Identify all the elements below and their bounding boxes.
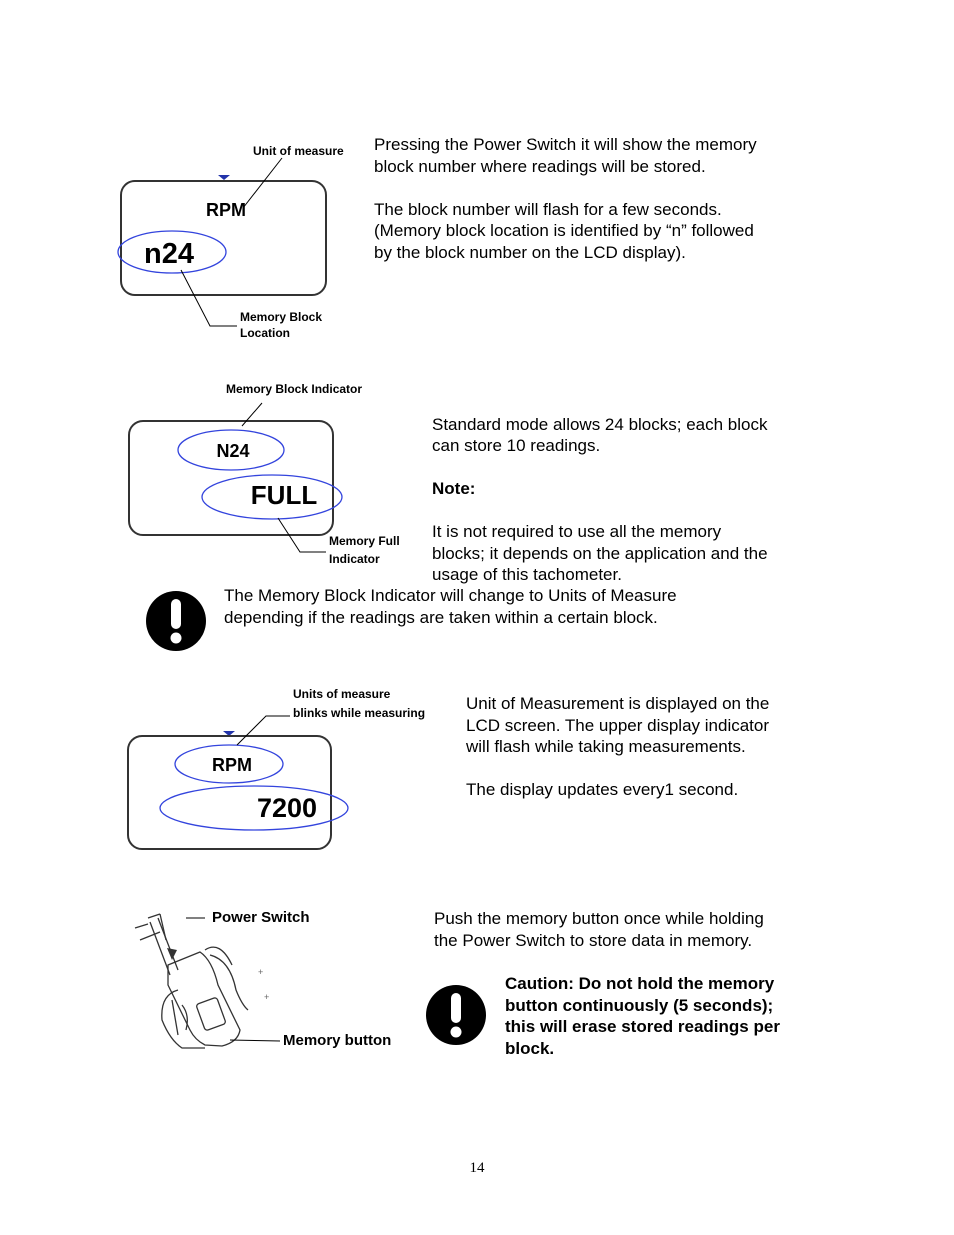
callout-memory-full-indicator: Memory Full Indicator: [329, 534, 400, 566]
lcd-full-indicator: FULL: [250, 480, 318, 510]
svg-text:+: +: [258, 967, 264, 977]
callout-memory-button: Memory button: [283, 1032, 392, 1049]
section3-notice: The Memory Block Indicator will change to Units of Measure depending if the readings are taken within a certain block.: [224, 586, 677, 627]
callout-power-switch: Power Switch: [212, 909, 310, 926]
section5-description: Push the memory button once while holding the Power Switch to store data in memory.: [434, 909, 764, 950]
section2-text-1: Standard mode allows 24 blocks; each block can store 10 readings.: [432, 414, 768, 455]
section1-description: Pressing the Power Switch it will show the memory block number where readings will be stored. The block number will flash for a few seconds. (Memory block location is identified by “n” followed by the block number on the LCD display).: [374, 135, 757, 262]
callout-unit-of-measure: Unit of measure: [253, 144, 344, 158]
section4-description: Unit of Measurement is displayed on the LCD screen. The upper display indicator will flash while taking measurements. The display updates every1 second.: [466, 694, 770, 799]
lcd-block-indicator: N24: [216, 441, 250, 461]
callout-memory-block-location: Memory Block Location: [240, 310, 323, 340]
lcd-unit-text: RPM: [212, 755, 252, 775]
callout-units-blink: Units of measure blinks while measuring: [293, 687, 426, 720]
svg-text:+: +: [264, 992, 270, 1002]
page-number: 14: [469, 1160, 485, 1176]
exclamation-icon: [145, 590, 207, 652]
exclamation-icon: [425, 984, 487, 1046]
section2-description: [432, 392, 832, 586]
callout-memory-block-indicator: Memory Block Indicator: [226, 382, 363, 396]
caution-text: Caution: Do not hold the memory button continuously (5 seconds); this will erase stored readings per block.: [505, 974, 780, 1058]
note-label: Note:: [432, 479, 476, 498]
lcd-unit-text: RPM: [206, 200, 246, 220]
section2-text-2: It is not required to use all the memory blocks; it depends on the application and the usage of this tachometer.: [432, 522, 768, 584]
lcd-block-number: n24: [144, 238, 194, 270]
lcd-reading-value: 7200: [256, 793, 318, 823]
tachometer-hand-illustration: [125, 905, 295, 1060]
